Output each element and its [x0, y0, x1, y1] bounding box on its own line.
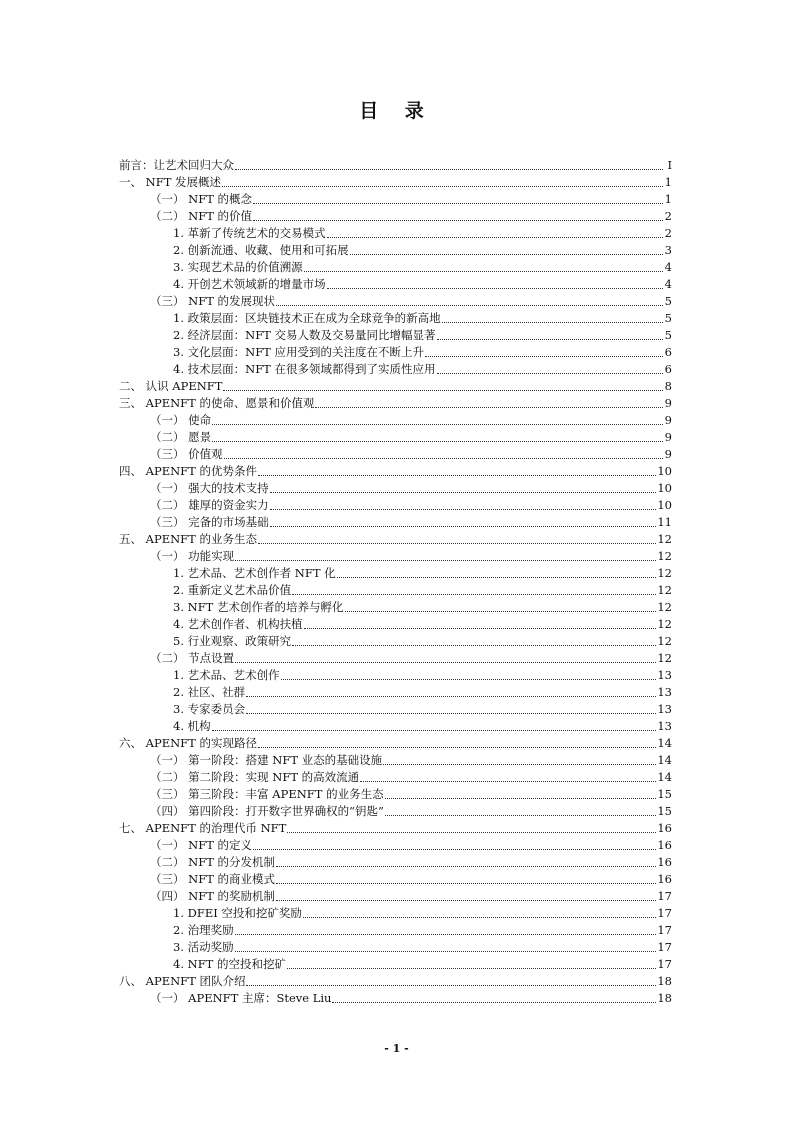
toc-entry-page: 17 [657, 906, 672, 920]
toc-dot-leader [253, 220, 663, 221]
toc-dot-leader [246, 713, 656, 714]
toc-entry[interactable] [119, 734, 672, 751]
toc-dot-leader [303, 917, 656, 918]
toc-dot-leader [276, 883, 656, 884]
toc-dot-leader [253, 203, 663, 204]
toc-entry-title: （二） NFT 的分发机制 [150, 855, 276, 869]
toc-entry-page: 18 [657, 974, 672, 988]
toc-entry-title: 1. 艺术品、艺术创作者 NFT 化 [173, 566, 336, 580]
toc-dot-leader [258, 543, 656, 544]
toc-entry-title: 一、 NFT 发展概述 [119, 175, 222, 189]
toc-dot-leader [345, 611, 657, 612]
toc-entry-title: 1. DFEI 空投和挖矿奖励 [173, 906, 302, 920]
toc-entry-page: 16 [657, 872, 672, 886]
toc-entry[interactable] [119, 836, 672, 853]
toc-entry-page: 15 [657, 787, 672, 801]
toc-entry-page: 16 [657, 855, 672, 869]
toc-entry[interactable] [119, 632, 672, 649]
toc-dot-leader [332, 1002, 656, 1003]
toc-dot-leader [350, 254, 663, 255]
toc-dot-leader [212, 424, 663, 425]
toc-dot-leader [304, 271, 663, 272]
toc-entry-page: 8 [664, 379, 672, 393]
toc-entry-page: 6 [664, 345, 672, 359]
toc-entry-title: 4. 技术层面：NFT 在很多领域都得到了实质性应用 [173, 362, 436, 376]
toc-entry-title: （二） 愿景 [150, 430, 212, 444]
toc-entry-title: 4. NFT 的空投和挖矿 [173, 957, 286, 971]
toc-entry-page: 11 [657, 515, 672, 529]
toc-entry[interactable] [119, 513, 672, 530]
toc-entry[interactable] [119, 156, 672, 173]
toc-entry-title: 3. 活动奖励 [173, 940, 234, 954]
toc-entry-page: 16 [657, 838, 672, 852]
toc-dot-leader [292, 645, 656, 646]
toc-entry-title: （三） NFT 的商业模式 [150, 872, 276, 886]
toc-entry-page: 12 [657, 583, 672, 597]
toc-entry[interactable] [119, 717, 672, 734]
toc-entry-page: 14 [657, 736, 672, 750]
toc-entry[interactable] [119, 802, 672, 819]
toc-entry-page: I [667, 158, 672, 172]
toc-entry-page: 14 [657, 770, 672, 784]
toc-entry-title: （一） APENFT 主席：Steve Liu [150, 991, 332, 1005]
toc-entry-title: （一） NFT 的概念 [150, 192, 253, 206]
toc-dot-leader [246, 696, 656, 697]
toc-entry-page: 12 [657, 549, 672, 563]
toc-entry-page: 10 [657, 498, 672, 512]
toc-entry-page: 12 [657, 600, 672, 614]
toc-dot-leader [425, 356, 663, 357]
toc-entry-title: （一） NFT 的定义 [150, 838, 253, 852]
toc-dot-leader [337, 577, 657, 578]
toc-entry-page: 2 [664, 226, 672, 240]
toc-entry[interactable] [119, 309, 672, 326]
toc-dot-leader [304, 628, 657, 629]
toc-entry-title: 2. 治理奖励 [173, 923, 234, 937]
toc-dot-leader [224, 458, 663, 459]
toc-entry[interactable] [119, 496, 672, 513]
toc-entry[interactable] [119, 343, 672, 360]
toc-dot-leader [276, 900, 656, 901]
toc-entry[interactable] [119, 411, 672, 428]
toc-entry-title: 二、 认识 APENFT [119, 379, 223, 393]
toc-entry-page: 17 [657, 957, 672, 971]
toc-entry-title: 前言：让艺术回归大众 [119, 158, 234, 172]
toc-dot-leader [270, 492, 657, 493]
toc-entry[interactable] [119, 190, 672, 207]
toc-entry[interactable] [119, 173, 672, 190]
toc-entry-page: 18 [657, 991, 672, 1005]
toc-entry[interactable] [119, 870, 672, 887]
toc-entry-title: 4. 机构 [173, 719, 211, 733]
toc-dot-leader [315, 407, 663, 408]
toc-entry[interactable] [119, 360, 672, 377]
toc-dot-leader [327, 237, 663, 238]
toc-entry[interactable] [119, 241, 672, 258]
toc-entry-page: 10 [657, 481, 672, 495]
toc-entry-title: 1. 政策层面：区块链技术正在成为全球竞争的新高地 [173, 311, 441, 325]
toc-entry-page: 12 [657, 617, 672, 631]
toc-entry[interactable] [119, 326, 672, 343]
toc-entry-title: 七、 APENFT 的治理代币 NFT [119, 821, 287, 835]
toc-dot-leader [235, 169, 663, 170]
toc-entry-page: 9 [664, 430, 672, 444]
toc-entry-title: 五、 APENFT 的业务生态 [119, 532, 257, 546]
toc-dot-leader [281, 679, 657, 680]
toc-entry-page: 9 [664, 413, 672, 427]
toc-dot-leader [246, 985, 656, 986]
toc-entry[interactable] [119, 377, 672, 394]
toc-entry-page: 9 [664, 396, 672, 410]
toc-entry[interactable] [119, 989, 672, 1006]
toc-dot-leader [287, 832, 656, 833]
toc-entry-page: 10 [657, 464, 672, 478]
toc-entry[interactable] [119, 547, 672, 564]
toc-entry-title: （二） 雄厚的资金实力 [150, 498, 269, 512]
toc-dot-leader [212, 730, 657, 731]
toc-entry-page: 16 [657, 821, 672, 835]
toc-dot-leader [258, 475, 656, 476]
toc-entry-title: 1. 艺术品、艺术创作 [173, 668, 280, 682]
toc-entry[interactable] [119, 581, 672, 598]
toc-entry[interactable] [119, 292, 672, 309]
toc-dot-leader [292, 594, 656, 595]
toc-dot-leader [235, 560, 656, 561]
toc-dot-leader [222, 186, 663, 187]
toc-dot-leader [385, 798, 657, 799]
toc-dot-leader [235, 662, 656, 663]
toc-entry-page: 9 [664, 447, 672, 461]
toc-entry-title: 3. NFT 艺术创作者的培养与孵化 [173, 600, 344, 614]
toc-dot-leader [327, 288, 663, 289]
toc-entry-title: 1. 革新了传统艺术的交易模式 [173, 226, 326, 240]
toc-entry-title: 3. 专家委员会 [173, 702, 246, 716]
toc-entry-page: 5 [664, 294, 672, 308]
toc-entry-title: 六、 APENFT 的实现路径 [119, 736, 257, 750]
toc-title: 目 录 [359, 100, 434, 122]
toc-entry-title: 八、 APENFT 团队介绍 [119, 974, 246, 988]
toc-entry-title: （一） 功能实现 [150, 549, 235, 563]
toc-entry-title: 2. 重新定义艺术品价值 [173, 583, 292, 597]
toc-dot-leader [235, 951, 657, 952]
toc-entry[interactable] [119, 683, 672, 700]
toc-entry[interactable] [119, 530, 672, 547]
toc-entry-title: 3. 实现艺术品的价值溯源 [173, 260, 303, 274]
toc-entry-page: 4 [664, 277, 672, 291]
toc-entry-page: 13 [657, 719, 672, 733]
toc-entry-title: （二） NFT 的价值 [150, 209, 253, 223]
toc-dot-leader [235, 934, 657, 935]
toc-entry[interactable] [119, 275, 672, 292]
toc-entry-title: 4. 艺术创作者、机构扶植 [173, 617, 303, 631]
toc-entry[interactable] [119, 768, 672, 785]
toc-entry-page: 17 [657, 923, 672, 937]
toc-entry-title: （三） 第三阶段：丰富 APENFT 的业务生态 [150, 787, 384, 801]
table-of-contents [119, 156, 672, 1006]
toc-dot-leader [385, 815, 656, 816]
toc-entry[interactable] [119, 700, 672, 717]
toc-entry-title: 3. 文化层面：NFT 应用受到的关注度在不断上升 [173, 345, 424, 359]
toc-entry-title: （二） 第二阶段：实现 NFT 的高效流通 [150, 770, 360, 784]
toc-entry[interactable] [119, 972, 672, 989]
toc-dot-leader [383, 764, 656, 765]
toc-entry[interactable] [119, 853, 672, 870]
toc-entry[interactable] [119, 445, 672, 462]
toc-entry-page: 17 [657, 940, 672, 954]
toc-dot-leader [276, 866, 656, 867]
toc-entry-page: 1 [664, 175, 672, 189]
toc-entry[interactable] [119, 258, 672, 275]
toc-entry[interactable] [119, 479, 672, 496]
toc-entry[interactable] [119, 887, 672, 904]
toc-entry-title: 四、 APENFT 的优势条件 [119, 464, 257, 478]
toc-entry-title: （四） NFT 的奖励机制 [150, 889, 276, 903]
toc-entry-title: （二） 节点设置 [150, 651, 235, 665]
toc-entry-page: 4 [664, 260, 672, 274]
toc-entry-page: 13 [657, 702, 672, 716]
toc-entry-title: 三、 APENFT 的使命、愿景和价值观 [119, 396, 315, 410]
toc-entry-page: 6 [664, 362, 672, 376]
toc-dot-leader [270, 526, 657, 527]
toc-entry[interactable] [119, 615, 672, 632]
toc-entry-title: 2. 社区、社群 [173, 685, 246, 699]
toc-entry-title: （一） 第一阶段：搭建 NFT 业态的基础设施 [150, 753, 383, 767]
toc-dot-leader [276, 305, 663, 306]
page-number: - 1 - [384, 1042, 409, 1055]
toc-entry-page: 12 [657, 651, 672, 665]
toc-dot-leader [258, 747, 656, 748]
toc-entry[interactable] [119, 819, 672, 836]
toc-entry[interactable] [119, 649, 672, 666]
toc-dot-leader [270, 509, 657, 510]
toc-entry[interactable] [119, 938, 672, 955]
toc-entry-page: 15 [657, 804, 672, 818]
toc-dot-leader [223, 390, 663, 391]
toc-entry[interactable] [119, 785, 672, 802]
toc-entry-page: 13 [657, 685, 672, 699]
toc-entry-title: （一） 强大的技术支持 [150, 481, 269, 495]
toc-entry-page: 17 [657, 889, 672, 903]
toc-entry-title: 2. 经济层面：NFT 交易人数及交易量同比增幅显著 [173, 328, 436, 342]
toc-entry[interactable] [119, 428, 672, 445]
toc-dot-leader [442, 322, 663, 323]
toc-dot-leader [253, 849, 656, 850]
toc-entry[interactable] [119, 394, 672, 411]
toc-entry[interactable] [119, 462, 672, 479]
toc-entry[interactable] [119, 904, 672, 921]
toc-entry[interactable] [119, 666, 672, 683]
toc-entry[interactable] [119, 598, 672, 615]
toc-entry-page: 13 [657, 668, 672, 682]
toc-dot-leader [437, 339, 664, 340]
toc-entry-title: （三） 完备的市场基础 [150, 515, 269, 529]
toc-entry-title: （三） 价值观 [150, 447, 223, 461]
toc-entry-title: （一） 使命 [150, 413, 212, 427]
toc-entry-page: 12 [657, 634, 672, 648]
toc-entry-page: 1 [664, 192, 672, 206]
toc-entry[interactable] [119, 224, 672, 241]
toc-entry[interactable] [119, 921, 672, 938]
toc-entry[interactable] [119, 564, 672, 581]
toc-entry[interactable] [119, 955, 672, 972]
toc-entry-page: 5 [664, 328, 672, 342]
toc-entry-title: （三） NFT 的发展现状 [150, 294, 276, 308]
toc-entry-page: 5 [664, 311, 672, 325]
toc-dot-leader [360, 781, 656, 782]
toc-entry-title: 4. 开创艺术领域新的增量市场 [173, 277, 326, 291]
toc-dot-leader [212, 441, 663, 442]
toc-dot-leader [287, 968, 656, 969]
toc-dot-leader [437, 373, 664, 374]
toc-entry-title: 2. 创新流通、收藏、使用和可拓展 [173, 243, 349, 257]
toc-entry[interactable] [119, 207, 672, 224]
toc-entry[interactable] [119, 751, 672, 768]
toc-entry-page: 14 [657, 753, 672, 767]
toc-entry-page: 12 [657, 532, 672, 546]
toc-entry-page: 2 [664, 209, 672, 223]
toc-entry-page: 3 [664, 243, 672, 257]
toc-entry-page: 12 [657, 566, 672, 580]
toc-entry-title: （四） 第四阶段：打开数字世界确权的“钥匙” [150, 804, 384, 818]
toc-entry-title: 5. 行业观察、政策研究 [173, 634, 292, 648]
